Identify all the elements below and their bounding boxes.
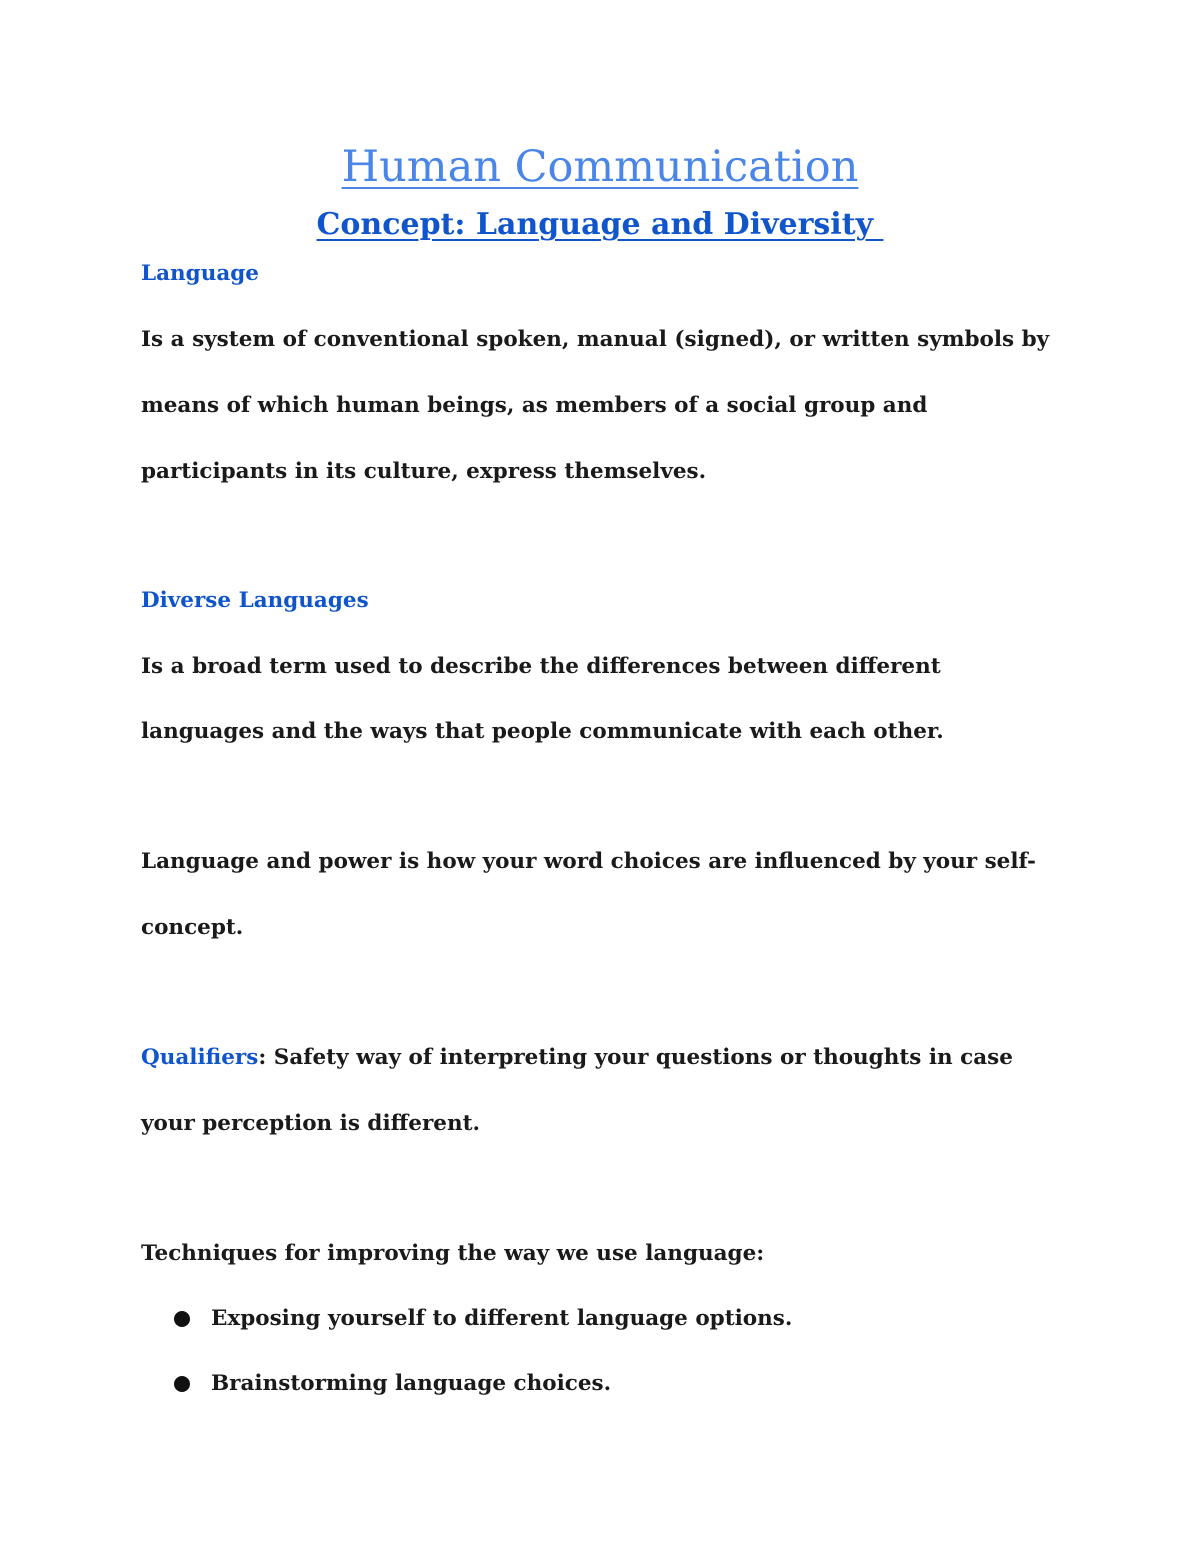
document-title: Human Communication [341,142,859,192]
language-line-2: means of which human beings, as members of a social group and [141,393,928,418]
list-item-text: Exposing yourself to different language options. [211,1306,793,1331]
diverse-languages-line-1: Is a broad term used to describe the differences between different [141,654,941,679]
language-line-1: Is a system of conventional spoken, manual (signed), or written symbols by [141,327,1050,352]
techniques-intro: Techniques for improving the way we use language: [141,1241,765,1266]
list-item-text: Brainstorming language choices. [211,1371,612,1396]
language-power-line-2: concept. [141,915,244,940]
section-heading-diverse-languages: Diverse Languages [141,588,369,613]
document-subtitle: Concept: Language and Diversity [316,207,884,242]
bullet-icon [174,1311,190,1327]
section-heading-language: Language [141,261,259,286]
bullet-icon [174,1376,190,1392]
qualifiers-line-2: your perception is different. [141,1111,481,1136]
qualifiers-term: Qualifiers [141,1045,259,1070]
qualifiers-line-1 [141,1047,1013,1069]
qualifiers-definition: : Safety way of interpreting your questions or thoughts in case [258,1045,1013,1070]
diverse-languages-line-2: languages and the ways that people communicate with each other. [141,719,944,744]
language-line-3: participants in its culture, express themselves. [141,459,707,484]
list-item [174,1373,611,1395]
language-power-line-1: Language and power is how your word choices are influenced by your self- [141,849,1036,874]
list-item [174,1308,792,1330]
